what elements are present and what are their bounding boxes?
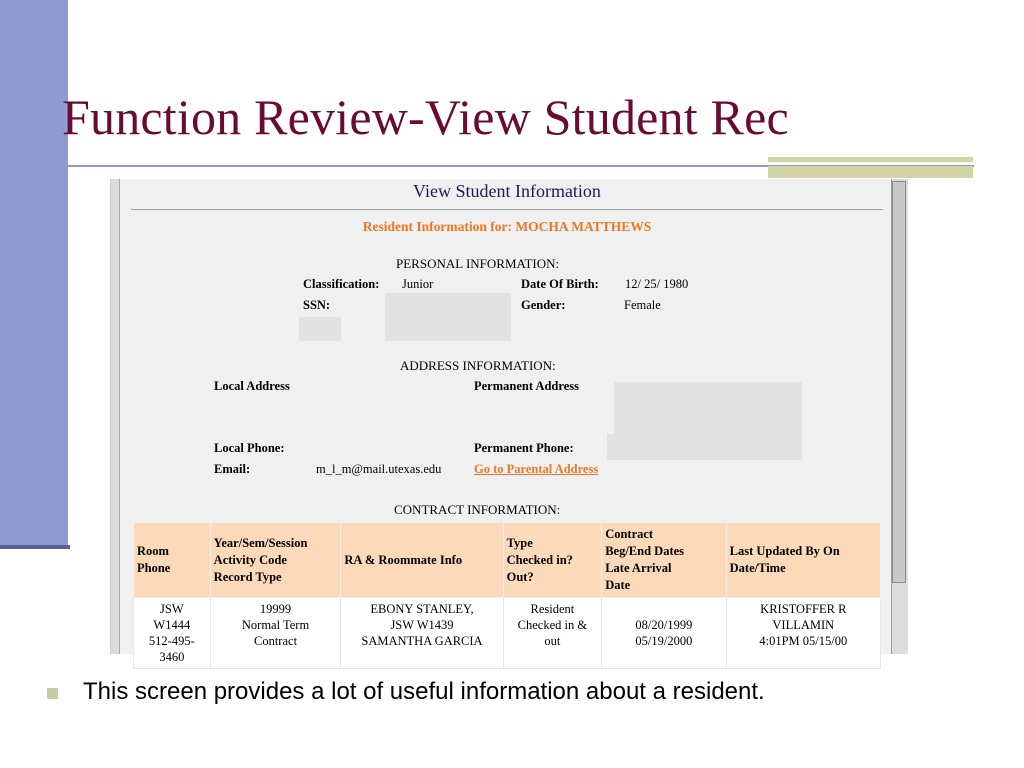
resident-line: Resident Information for: MOCHA MATTHEWS (362, 219, 652, 234)
col-ra-roommate: RA & Roommate Info (341, 523, 503, 598)
classification-value: Junior (402, 277, 434, 291)
cell-contract-dates: 08/20/1999 05/19/2000 (602, 598, 726, 669)
contract-header-row (134, 523, 881, 598)
vertical-scrollbar[interactable] (891, 179, 908, 654)
permanent-address-label: Permanent Address (474, 379, 579, 393)
cell-type-checked: Resident Checked in & out (503, 598, 602, 669)
gender-label: Gender: (521, 298, 566, 312)
col-type-checked: Type Checked in? Out? (503, 523, 602, 598)
permanent-phone-label: Permanent Phone: (474, 441, 574, 455)
email-label: Email: (214, 462, 251, 476)
heading-divider (131, 209, 883, 210)
email-value: m_l_m@mail.utexas.edu (316, 462, 442, 476)
address-info-heading: ADDRESS INFORMATION: (400, 358, 556, 373)
scrollbar-thumb[interactable] (892, 181, 906, 583)
title-accent (768, 157, 973, 179)
bullet-text: This screen provides a lot of useful information about a resident. (83, 678, 765, 705)
ssn-label: SSN: (303, 298, 331, 312)
window-left-border (111, 179, 120, 654)
contract-table (133, 522, 881, 669)
cell-ra-roommate: EBONY STANLEY, JSW W1439 SAMANTHA GARCIA (341, 598, 503, 669)
gender-value: Female (624, 298, 661, 312)
left-decor-bar-edge (0, 545, 70, 549)
cell-room-phone: JSW W1444 512-495- 3460 (134, 598, 211, 669)
col-last-updated: Last Updated By On Date/Time (726, 523, 880, 598)
col-contract-dates: Contract Beg/End Dates Late Arrival Date (602, 523, 726, 598)
left-decor-bar (0, 0, 68, 547)
ssn-redaction-small (299, 317, 341, 341)
permanent-phone-redaction (607, 434, 767, 460)
screenshot-window (110, 179, 908, 664)
ssn-redaction (385, 293, 511, 341)
contract-info-heading: CONTRACT INFORMATION: (394, 502, 561, 517)
table-row (134, 598, 881, 669)
personal-info-heading: PERSONAL INFORMATION: (396, 256, 560, 271)
col-year-sem-session: Year/Sem/Session Activity Code Record Type (210, 523, 341, 598)
student-info-page (123, 179, 891, 664)
dob-label: Date Of Birth: (521, 277, 599, 291)
classification-label: Classification: (303, 277, 380, 291)
parental-address-link[interactable]: Go to Parental Address (474, 462, 599, 476)
local-phone-label: Local Phone: (214, 441, 285, 455)
col-room-phone: Room Phone (134, 523, 211, 598)
slide-title: Function Review-View Student Rec (62, 89, 789, 145)
cell-year-sem-session: 19999 Normal Term Contract (210, 598, 341, 669)
cell-last-updated: KRISTOFFER R VILLAMIN 4:01PM 05/15/00 (726, 598, 880, 669)
page-heading: View Student Information (413, 181, 601, 201)
local-address-label: Local Address (214, 379, 290, 393)
bullet-marker (47, 688, 58, 699)
dob-value: 12/ 25/ 1980 (625, 277, 689, 291)
